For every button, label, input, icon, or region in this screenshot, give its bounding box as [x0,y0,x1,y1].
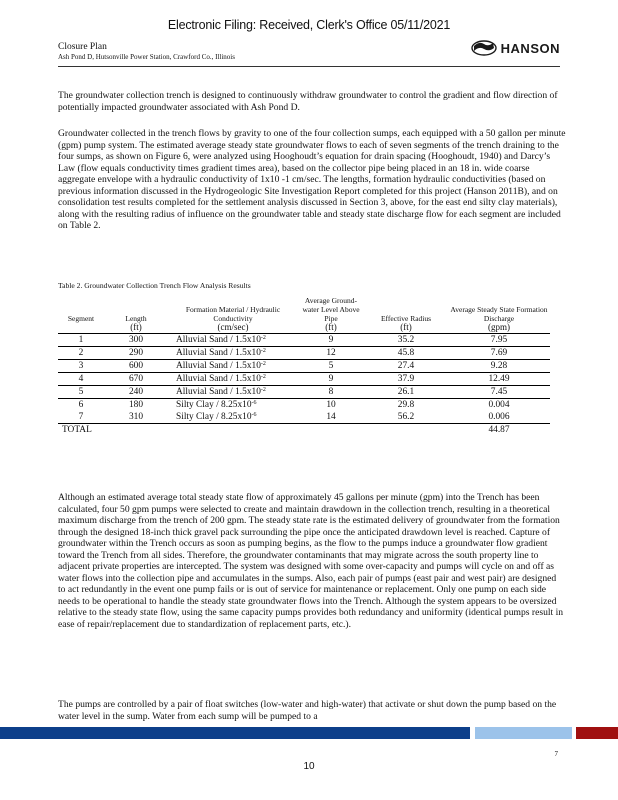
header-discharge: Average Steady State Formation Discharge (gpm) [448,296,550,334]
page-number: 10 [303,761,315,772]
filing-stamp: Electronic Filing: Received, Clerk's Office 05/11/2021 [167,18,451,32]
paragraph-2: Groundwater collected in the trench flows by gravity to one of the four collection sumps, each equipped with a 50 gallon per minute (gpm) pump system. The estimated average steady state groundwater flows to each of seven segments of the trench draining to the four sumps, as shown on Figure 6, were analyzed using Hooghoudt’s equation for drain spacing (Hooghoudt, 1940) and Darcy’s Law (flow equals conductivity times gradient times area), based on the collector pipe being placed in an 18 in. wide coarse aggregate envelope with a hydraulic conductivity of 1x10 -1 cm/sec. The lengths, formation hydraulic conductivities (based on previous information discussed in the Hydrogeologic Site Investigation Report completed for this project (Hanson 2011B), and on consolidation test results completed for the settlement analysis discussed in Section 3, above, for the east end silty clay materials), along with the resulting radius of influence on the groundwater table and steady state discharge flow for each segment are included on Table 2. [58,128,566,231]
table-caption: Table 2. Groundwater Collection Trench Flow Analysis Results [58,281,251,290]
table-header-row [58,296,550,334]
table-row: 3 600 Alluvial Sand / $1.5x10^{-2}$ 5 27.4 9.28 [58,360,550,373]
table-row: 4 670 Alluvial Sand / $1.5x10^{-2}$ 9 37.9 12.49 [58,373,550,386]
total-label: TOTAL [62,425,92,435]
table-row: 7 310 Silty Clay / $8.25x10^{-6}$ 14 56.2 0.006 [58,411,550,424]
header-segment: Segment [58,296,104,334]
header-rule [58,66,560,67]
header-length: Length (ft) [104,296,168,334]
document-header [58,42,235,62]
paragraph-4: The pumps are controlled by a pair of float switches (low-water and high-water) that activate or shut down the pump based on the water level in the sump. Water from each sump will be pumped to a [58,699,557,722]
table-row: 6 180 Silty Clay / $8.25x10^{-6}$ 10 29.8 0.004 [78,400,510,410]
table-row: 1 300 Alluvial Sand / $1.5x10^{-2}$ 9 35.2 7.95 [58,334,550,347]
header-material: Formation Material / Hydraulic Conductivity (cm/sec) [168,296,298,334]
footer-bar-dark [0,727,470,739]
footer-bar-red [576,727,618,739]
paragraph-1: The groundwater collection trench is designed to continuously withdraw groundwater to control the gradient and flow direction of potentially impacted groundwater associated with Ash Pond D. [58,90,558,113]
footer-bar-light [475,727,572,739]
hanson-logo [471,40,560,56]
document-title: Closure Plan [58,42,107,52]
table-row: 5 240 Alluvial Sand / $1.5x10^{-2}$ 8 26.1 7.45 [58,386,550,399]
table-row: 2 290 Alluvial Sand / $1.5x10^{-2}$ 12 45.8 7.69 [58,347,550,360]
header-groundwater-level: Average Ground-water Level Above Pipe (ft) [298,296,364,334]
flow-analysis-table [58,296,550,436]
logo-text: HANSON [500,40,560,56]
table-total-row [58,424,550,437]
small-page-number: 7 [554,750,558,758]
document-subtitle: Ash Pond D, Hutsonville Power Station, Crawford Co., Illinois [58,53,235,61]
globe-icon [471,40,497,56]
total-value: 44.87 [488,425,510,435]
paragraph-3: Although an estimated average total steady state flow of approximately 45 gallons per minute (gpm) into the Trench has been calculated, four 50 gpm pumps were selected to create and maintain drawdown in the collection trench, resulting in a theoretical maximum discharge from the trench of 200 gpm. The steady state rate is the estimated delivery of groundwater from the formation through the designed 18-inch thick gravel pack surrounding the pipe once the anticipated drawdown level is reached. Capture of groundwater within the Trench occurs as soon as pumping begins, as the flow to the pumps induce a groundwater flow gradient toward the Trench from all sides. Therefore, the groundwater contaminants that may migrate across the south property line to adjacent private properties are intercepted. The system was designed with some over-capacity and pumps will cycle on and off as water flows into the collection pipe and accumulates in the sumps. Also, each pair of pumps (east pair and west pair) are designed to act redundantly in the event one pump fails or is out of service for maintenance or replacement. Only one pump on each side needs to be operational to handle the steady state groundwater flows into the Trench. Although the system appears to be oversized relative to the steady state flow, using the same capacity pumps provides both redundancy and uniformity (identical pumps result in ease of repair/replacement due to standardization of replacement parts, etc.). [58,492,564,630]
header-effective-radius: Effective Radius (ft) [364,296,448,334]
